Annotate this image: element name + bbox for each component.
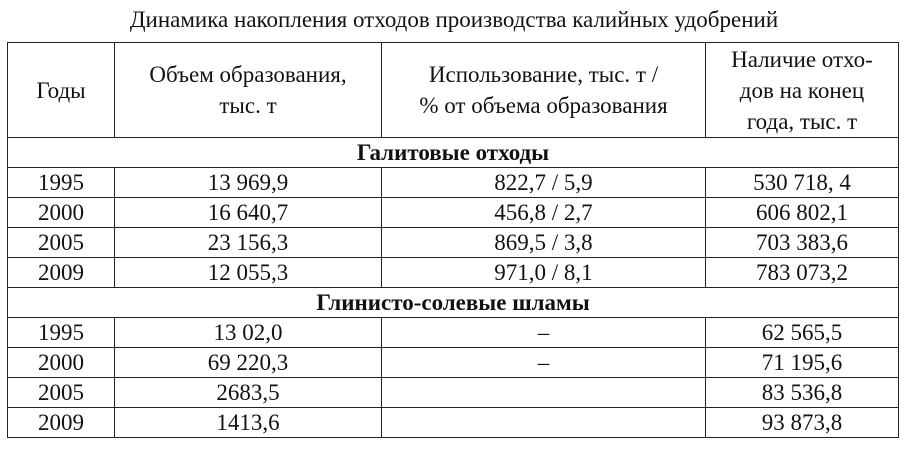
header-stock-line1: Наличие отхо-	[731, 46, 873, 72]
header-year-label: Годы	[36, 77, 86, 103]
cell-usage: 822,7 / 5,9	[382, 168, 706, 198]
header-usage-line1: Использование, тыс. т /	[428, 62, 659, 87]
header-stock	[706, 43, 899, 138]
header-stock-line2: дов на конец	[739, 77, 865, 103]
cell-stock: 62 565,5	[706, 318, 899, 348]
header-usage-line2: % от объема образования	[419, 93, 668, 118]
header-stock-line3: года, тыс. т	[746, 108, 858, 134]
cell-stock: 530 718, 4	[706, 168, 899, 198]
header-volume-line1: Объем образования,	[149, 62, 347, 87]
cell-stock: 71 195,6	[706, 348, 899, 378]
cell-stock: 93 873,8	[706, 408, 899, 438]
section-row-clay-salt	[8, 288, 899, 318]
cell-usage: –	[382, 318, 706, 348]
table-row	[8, 228, 899, 258]
cell-year: 2005	[8, 378, 115, 408]
cell-volume: 16 640,7	[115, 198, 382, 228]
header-volume	[115, 43, 382, 138]
cell-volume: 13 02,0	[115, 318, 382, 348]
section-title: Глинисто-солевые шламы	[8, 288, 899, 318]
section-title: Галитовые отходы	[8, 138, 899, 168]
section-row-halite	[8, 138, 899, 168]
cell-volume: 12 055,3	[115, 258, 382, 288]
table-caption: Динамика накопления отходов производства калийных удобрений	[129, 7, 779, 32]
cell-stock: 606 802,1	[706, 198, 899, 228]
table-row	[8, 348, 899, 378]
cell-year: 2000	[8, 198, 115, 228]
cell-year: 1995	[8, 168, 115, 198]
header-year	[8, 43, 115, 138]
table-row	[8, 408, 899, 438]
table-row	[8, 168, 899, 198]
header-usage	[382, 43, 706, 138]
table-row	[8, 198, 899, 228]
cell-usage: –	[382, 348, 706, 378]
cell-stock: 783 073,2	[706, 258, 899, 288]
cell-year: 2009	[8, 258, 115, 288]
cell-year: 2009	[8, 408, 115, 438]
cell-volume: 13 969,9	[115, 168, 382, 198]
header-volume-line2: тыс. т	[219, 93, 277, 118]
table-row	[8, 318, 899, 348]
cell-stock: 83 536,8	[706, 378, 899, 408]
cell-year: 2005	[8, 228, 115, 258]
cell-usage	[382, 408, 706, 438]
header-row	[8, 43, 899, 138]
table-row	[8, 378, 899, 408]
cell-volume: 2683,5	[115, 378, 382, 408]
cell-usage: 869,5 / 3,8	[382, 228, 706, 258]
cell-volume: 1413,6	[115, 408, 382, 438]
cell-year: 2000	[8, 348, 115, 378]
cell-stock: 703 383,6	[706, 228, 899, 258]
cell-volume: 69 220,3	[115, 348, 382, 378]
waste-table	[7, 42, 899, 438]
cell-usage	[382, 378, 706, 408]
cell-usage: 971,0 / 8,1	[382, 258, 706, 288]
cell-usage: 456,8 / 2,7	[382, 198, 706, 228]
table-row	[8, 258, 899, 288]
cell-year: 1995	[8, 318, 115, 348]
cell-volume: 23 156,3	[115, 228, 382, 258]
